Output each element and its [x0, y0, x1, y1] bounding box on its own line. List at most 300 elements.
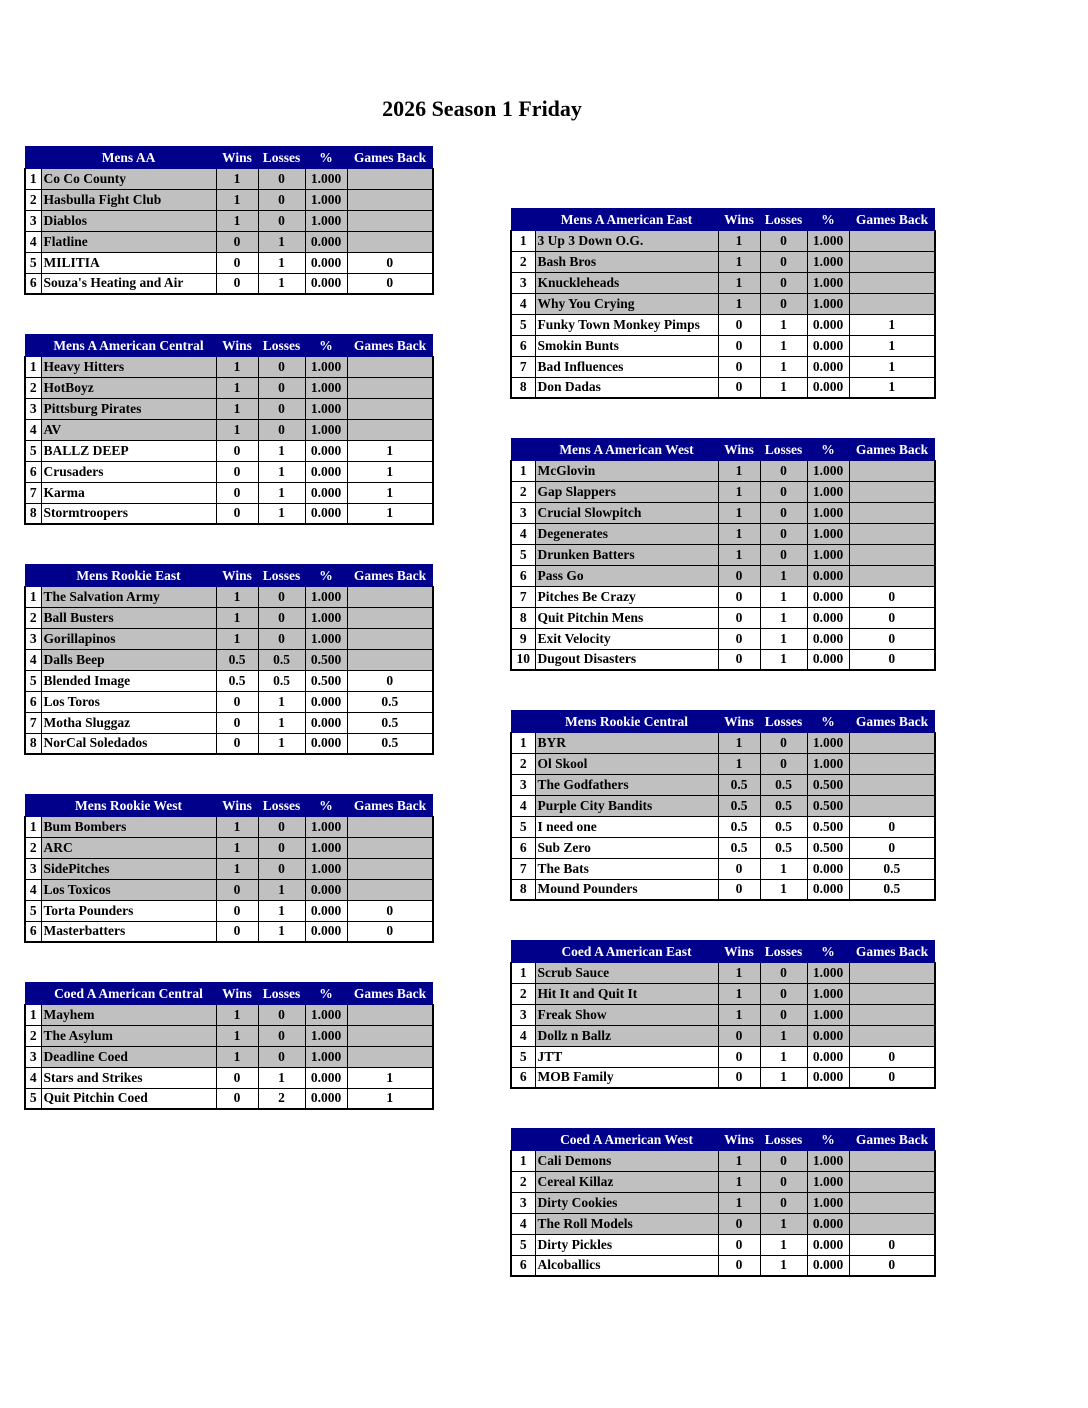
team-pct: 1.000	[807, 753, 849, 774]
division-name: Mens Rookie Central	[535, 711, 718, 732]
team-pct: 1.000	[807, 1171, 849, 1192]
team-wins: 0	[216, 1067, 258, 1088]
header-wins: Wins	[216, 335, 258, 356]
team-wins: 0	[216, 273, 258, 294]
team-losses: 0	[760, 230, 807, 251]
team-rank: 4	[25, 879, 41, 900]
team-games-back	[849, 272, 935, 293]
team-wins: 1	[216, 398, 258, 419]
table-row	[511, 983, 935, 1004]
team-games-back: 0	[849, 649, 935, 670]
team-wins: 0	[216, 900, 258, 921]
team-losses: 1	[760, 586, 807, 607]
team-losses: 0	[258, 356, 305, 377]
team-games-back	[347, 816, 433, 837]
team-wins: 1	[216, 837, 258, 858]
team-rank: 5	[511, 1046, 535, 1067]
team-games-back	[849, 230, 935, 251]
team-wins: 0	[718, 586, 760, 607]
table-header-row	[511, 209, 935, 230]
team-games-back: 0	[849, 1067, 935, 1088]
table-row	[25, 398, 433, 419]
header-losses: Losses	[760, 439, 807, 460]
team-rank: 7	[25, 482, 41, 503]
table-row	[511, 314, 935, 335]
team-losses: 0	[258, 586, 305, 607]
team-rank: 5	[511, 544, 535, 565]
team-rank: 2	[511, 753, 535, 774]
team-wins: 0	[718, 879, 760, 900]
team-wins: 0	[216, 921, 258, 942]
header-losses: Losses	[760, 1129, 807, 1150]
team-pct: 0.500	[807, 795, 849, 816]
team-games-back	[347, 189, 433, 210]
standings-table-mens-aa	[24, 146, 434, 295]
team-name: Dirty Pickles	[535, 1234, 718, 1255]
team-pct: 0.000	[305, 440, 347, 461]
header-pct: %	[807, 941, 849, 962]
header-pct: %	[305, 147, 347, 168]
team-name: Stormtroopers	[41, 503, 216, 524]
standings-table-mens-rookie-central	[510, 710, 936, 901]
team-wins: 1	[718, 983, 760, 1004]
team-rank: 6	[25, 691, 41, 712]
team-wins: 0	[718, 356, 760, 377]
team-rank: 4	[511, 1213, 535, 1234]
team-wins: 0	[216, 231, 258, 252]
team-pct: 1.000	[807, 523, 849, 544]
team-losses: 0	[760, 962, 807, 983]
team-name: Knuckleheads	[535, 272, 718, 293]
team-games-back: 0	[849, 1255, 935, 1276]
team-name: Diablos	[41, 210, 216, 231]
team-pct: 0.000	[305, 691, 347, 712]
team-pct: 0.000	[305, 733, 347, 754]
team-games-back	[849, 1192, 935, 1213]
team-wins: 0	[718, 1067, 760, 1088]
team-wins: 0	[718, 858, 760, 879]
table-row	[511, 481, 935, 502]
team-losses: 0	[760, 523, 807, 544]
team-wins: 0	[216, 482, 258, 503]
team-losses: 1	[760, 314, 807, 335]
team-wins: 1	[216, 1046, 258, 1067]
header-rank	[25, 335, 41, 356]
header-pct: %	[807, 1129, 849, 1150]
table-row	[511, 335, 935, 356]
team-name: Bum Bombers	[41, 816, 216, 837]
team-losses: 2	[258, 1088, 305, 1109]
header-rank	[25, 983, 41, 1004]
team-pct: 0.000	[305, 712, 347, 733]
team-wins: 0	[718, 607, 760, 628]
team-games-back: 1	[347, 1088, 433, 1109]
header-wins: Wins	[216, 565, 258, 586]
team-rank: 2	[511, 481, 535, 502]
team-name: Bash Bros	[535, 251, 718, 272]
team-losses: 0	[760, 753, 807, 774]
header-losses: Losses	[258, 795, 305, 816]
team-losses: 1	[760, 1025, 807, 1046]
team-name: Blended Image	[41, 670, 216, 691]
team-wins: 0	[216, 440, 258, 461]
team-wins: 1	[718, 1150, 760, 1171]
header-wins: Wins	[718, 209, 760, 230]
team-losses: 0	[258, 1046, 305, 1067]
team-losses: 0	[258, 210, 305, 231]
header-games-back: Games Back	[347, 335, 433, 356]
team-rank: 3	[25, 628, 41, 649]
header-losses: Losses	[760, 941, 807, 962]
team-games-back	[849, 1171, 935, 1192]
team-name: JTT	[535, 1046, 718, 1067]
team-wins: 1	[718, 962, 760, 983]
header-losses: Losses	[258, 147, 305, 168]
division-name: Mens Rookie West	[41, 795, 216, 816]
team-losses: 1	[760, 649, 807, 670]
team-rank: 6	[25, 461, 41, 482]
team-name: Mound Pounders	[535, 879, 718, 900]
team-games-back	[849, 251, 935, 272]
team-losses: 0	[760, 293, 807, 314]
team-pct: 0.000	[305, 273, 347, 294]
team-pct: 1.000	[305, 1046, 347, 1067]
team-games-back: 0.5	[849, 858, 935, 879]
team-losses: 1	[760, 1067, 807, 1088]
table-row	[511, 1004, 935, 1025]
team-pct: 0.000	[807, 607, 849, 628]
table-row	[25, 482, 433, 503]
team-losses: 1	[760, 1255, 807, 1276]
team-games-back	[849, 795, 935, 816]
team-wins: 0	[216, 461, 258, 482]
header-pct: %	[305, 565, 347, 586]
team-games-back	[347, 858, 433, 879]
team-pct: 1.000	[807, 1150, 849, 1171]
table-row	[25, 837, 433, 858]
team-pct: 0.000	[305, 879, 347, 900]
team-pct: 1.000	[807, 544, 849, 565]
team-name: The Asylum	[41, 1025, 216, 1046]
team-wins: 0	[718, 649, 760, 670]
table-row	[25, 377, 433, 398]
table-row	[511, 858, 935, 879]
team-rank: 2	[511, 251, 535, 272]
team-losses: 1	[258, 440, 305, 461]
table-row	[511, 795, 935, 816]
team-name: Stars and Strikes	[41, 1067, 216, 1088]
team-rank: 8	[25, 733, 41, 754]
team-games-back	[347, 1025, 433, 1046]
team-rank: 10	[511, 649, 535, 670]
team-wins: 1	[216, 168, 258, 189]
table-row	[511, 230, 935, 251]
team-wins: 0	[216, 503, 258, 524]
team-pct: 1.000	[305, 398, 347, 419]
team-name: Pittsburg Pirates	[41, 398, 216, 419]
team-name: Exit Velocity	[535, 628, 718, 649]
team-pct: 1.000	[305, 858, 347, 879]
table-row	[25, 356, 433, 377]
team-name: NorCal Soledados	[41, 733, 216, 754]
header-games-back: Games Back	[849, 439, 935, 460]
team-pct: 0.000	[807, 586, 849, 607]
header-wins: Wins	[216, 795, 258, 816]
table-row	[511, 837, 935, 858]
team-name: 3 Up 3 Down O.G.	[535, 230, 718, 251]
team-rank: 9	[511, 628, 535, 649]
team-wins: 1	[718, 523, 760, 544]
team-pct: 1.000	[305, 628, 347, 649]
team-pct: 1.000	[305, 419, 347, 440]
team-rank: 3	[25, 1046, 41, 1067]
team-rank: 1	[511, 1150, 535, 1171]
team-rank: 8	[511, 607, 535, 628]
team-rank: 5	[511, 816, 535, 837]
page-title: 2026 Season 1 Friday	[382, 96, 582, 121]
table-row	[25, 670, 433, 691]
header-wins: Wins	[216, 147, 258, 168]
team-wins: 1	[718, 481, 760, 502]
table-row	[25, 921, 433, 942]
team-pct: 0.000	[807, 1255, 849, 1276]
table-row	[511, 356, 935, 377]
team-rank: 5	[25, 252, 41, 273]
team-pct: 0.000	[305, 461, 347, 482]
team-pct: 1.000	[807, 460, 849, 481]
header-wins: Wins	[718, 439, 760, 460]
team-pct: 0.000	[807, 628, 849, 649]
team-losses: 0	[760, 1150, 807, 1171]
table-header-row	[25, 565, 433, 586]
table-row	[511, 251, 935, 272]
team-losses: 0	[258, 189, 305, 210]
team-wins: 1	[718, 272, 760, 293]
team-losses: 1	[258, 691, 305, 712]
table-header-row	[25, 795, 433, 816]
team-games-back: 0	[849, 816, 935, 837]
team-wins: 1	[216, 419, 258, 440]
team-pct: 0.000	[807, 377, 849, 398]
team-name: Heavy Hitters	[41, 356, 216, 377]
team-rank: 4	[511, 523, 535, 544]
team-games-back	[347, 628, 433, 649]
team-pct: 1.000	[807, 962, 849, 983]
team-rank: 6	[511, 335, 535, 356]
team-wins: 1	[216, 586, 258, 607]
team-losses: 0	[258, 628, 305, 649]
team-losses: 0	[760, 732, 807, 753]
team-pct: 0.000	[807, 314, 849, 335]
header-pct: %	[305, 983, 347, 1004]
team-name: Gap Slappers	[535, 481, 718, 502]
header-games-back: Games Back	[849, 209, 935, 230]
team-wins: 1	[718, 230, 760, 251]
team-games-back: 0	[849, 586, 935, 607]
team-losses: 1	[258, 879, 305, 900]
team-games-back: 1	[849, 356, 935, 377]
team-losses: 1	[258, 231, 305, 252]
team-name: Gorillapinos	[41, 628, 216, 649]
team-games-back	[849, 962, 935, 983]
team-pct: 1.000	[305, 816, 347, 837]
team-rank: 6	[25, 921, 41, 942]
team-games-back	[347, 649, 433, 670]
team-pct: 0.000	[807, 649, 849, 670]
team-name: Masterbatters	[41, 921, 216, 942]
team-rank: 4	[25, 649, 41, 670]
team-name: Hasbulla Fight Club	[41, 189, 216, 210]
team-name: Why You Crying	[535, 293, 718, 314]
team-pct: 1.000	[305, 356, 347, 377]
table-row	[25, 189, 433, 210]
team-name: Funky Town Monkey Pimps	[535, 314, 718, 335]
table-row	[25, 733, 433, 754]
team-name: Souza's Heating and Air	[41, 273, 216, 294]
team-pct: 1.000	[305, 837, 347, 858]
header-pct: %	[807, 439, 849, 460]
team-wins: 0	[718, 314, 760, 335]
header-rank	[25, 147, 41, 168]
team-pct: 0.000	[807, 879, 849, 900]
team-rank: 1	[25, 1004, 41, 1025]
team-rank: 2	[25, 607, 41, 628]
team-rank: 5	[511, 314, 535, 335]
team-wins: 1	[718, 251, 760, 272]
team-wins: 0	[718, 1213, 760, 1234]
team-games-back: 0	[347, 252, 433, 273]
team-name: Scrub Sauce	[535, 962, 718, 983]
team-pct: 0.500	[305, 670, 347, 691]
team-pct: 1.000	[807, 1004, 849, 1025]
table-row	[25, 231, 433, 252]
team-games-back: 0	[347, 273, 433, 294]
team-name: Freak Show	[535, 1004, 718, 1025]
header-losses: Losses	[760, 209, 807, 230]
team-rank: 7	[511, 586, 535, 607]
team-rank: 1	[25, 168, 41, 189]
team-losses: 0	[258, 858, 305, 879]
team-losses: 0	[760, 1004, 807, 1025]
team-name: Mayhem	[41, 1004, 216, 1025]
team-pct: 0.000	[305, 231, 347, 252]
table-row	[511, 1213, 935, 1234]
team-losses: 0.5	[760, 774, 807, 795]
header-rank	[511, 209, 535, 230]
team-wins: 0	[718, 1234, 760, 1255]
header-wins: Wins	[216, 983, 258, 1004]
header-wins: Wins	[718, 941, 760, 962]
team-name: The Bats	[535, 858, 718, 879]
division-name: Mens A American West	[535, 439, 718, 460]
team-rank: 8	[25, 503, 41, 524]
table-row	[511, 502, 935, 523]
team-games-back	[849, 502, 935, 523]
standings-table-mens-rookie-west	[24, 794, 434, 943]
team-losses: 0.5	[760, 816, 807, 837]
team-wins: 1	[718, 753, 760, 774]
team-wins: 0	[718, 1255, 760, 1276]
team-pct: 0.000	[305, 921, 347, 942]
team-losses: 1	[760, 565, 807, 586]
team-wins: 0	[718, 1046, 760, 1067]
team-pct: 0.000	[305, 252, 347, 273]
table-row	[25, 440, 433, 461]
team-name: Alcoballics	[535, 1255, 718, 1276]
team-wins: 1	[718, 544, 760, 565]
team-rank: 3	[25, 210, 41, 231]
team-games-back: 0	[347, 921, 433, 942]
table-row	[511, 565, 935, 586]
team-losses: 1	[760, 607, 807, 628]
team-rank: 1	[25, 586, 41, 607]
team-rank: 8	[511, 377, 535, 398]
team-rank: 7	[511, 858, 535, 879]
team-losses: 0.5	[258, 649, 305, 670]
team-rank: 8	[511, 879, 535, 900]
team-games-back: 0.5	[347, 733, 433, 754]
team-wins: 0.5	[718, 816, 760, 837]
team-games-back: 0	[347, 900, 433, 921]
table-row	[511, 377, 935, 398]
team-rank: 7	[511, 356, 535, 377]
team-rank: 2	[511, 983, 535, 1004]
team-pct: 0.000	[305, 900, 347, 921]
table-row	[25, 252, 433, 273]
team-pct: 0.000	[807, 356, 849, 377]
team-rank: 6	[511, 1255, 535, 1276]
table-row	[511, 460, 935, 481]
team-losses: 0	[760, 460, 807, 481]
table-row	[511, 544, 935, 565]
header-pct: %	[305, 795, 347, 816]
team-wins: 0	[216, 879, 258, 900]
team-losses: 1	[258, 482, 305, 503]
team-wins: 1	[216, 816, 258, 837]
table-row	[511, 1025, 935, 1046]
team-games-back	[849, 1213, 935, 1234]
team-pct: 0.000	[807, 1025, 849, 1046]
table-row	[25, 607, 433, 628]
team-losses: 0	[258, 1004, 305, 1025]
team-pct: 0.000	[807, 1213, 849, 1234]
team-pct: 1.000	[807, 983, 849, 1004]
table-row	[25, 649, 433, 670]
team-games-back	[347, 586, 433, 607]
team-losses: 1	[760, 1234, 807, 1255]
table-row	[25, 1004, 433, 1025]
team-name: The Godfathers	[535, 774, 718, 795]
team-rank: 5	[25, 670, 41, 691]
header-rank	[25, 565, 41, 586]
team-wins: 1	[718, 460, 760, 481]
team-name: Dirty Cookies	[535, 1192, 718, 1213]
team-wins: 1	[216, 377, 258, 398]
team-losses: 0	[760, 544, 807, 565]
team-losses: 0.5	[258, 670, 305, 691]
team-name: HotBoyz	[41, 377, 216, 398]
team-games-back: 1	[347, 503, 433, 524]
table-row	[25, 816, 433, 837]
team-games-back	[347, 231, 433, 252]
team-losses: 0	[258, 837, 305, 858]
header-games-back: Games Back	[347, 147, 433, 168]
team-rank: 1	[511, 962, 535, 983]
team-games-back	[849, 753, 935, 774]
division-name: Coed A American West	[535, 1129, 718, 1150]
team-name: I need one	[535, 816, 718, 837]
team-name: Flatline	[41, 231, 216, 252]
